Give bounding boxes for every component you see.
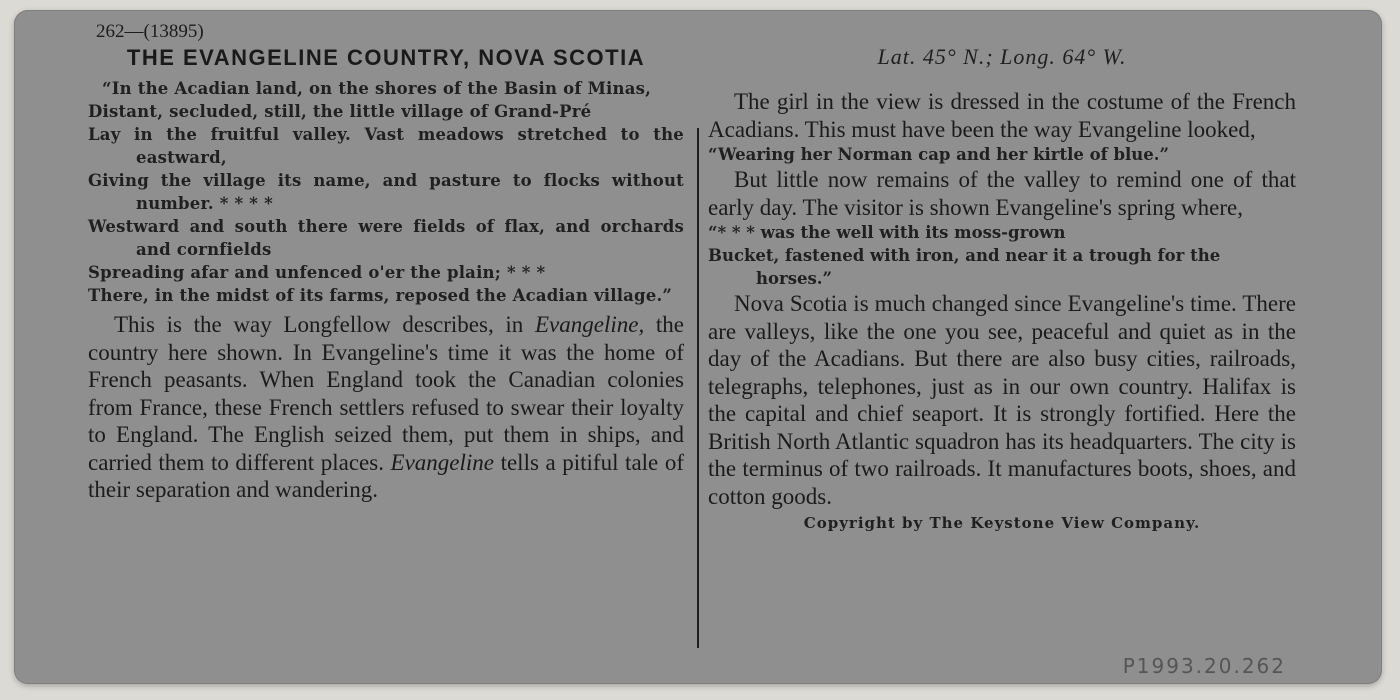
evangeline-title: Evangeline, — [534, 312, 645, 337]
right-paragraph-1: The girl in the view is dressed in the costume of the French Acadians. This must have been the way Evangeline looked, — [708, 89, 1296, 142]
evangeline-title: Evangeline — [390, 449, 495, 475]
left-paragraph-text: the country here shown. In Evangeline's time it was the home of French peasants. When England took the Canadian colonies from France, these French settlers refused to swear their loyalty to England. The English seized them, put them in ships, and carried them to different places. — [88, 312, 684, 475]
stereograph-card-back — [14, 10, 1382, 684]
quote-line: Bucket, fastened with iron, and near it a trough for the horses.” — [708, 246, 1221, 288]
poem-line: Westward and south there were fields of flax, and orchards and cornfields — [88, 217, 684, 259]
poem-line: There, in the midst of its farms, reposed the Acadian village.” — [88, 286, 673, 305]
left-paragraph — [88, 311, 684, 504]
right-column — [708, 44, 1296, 532]
poem-line: Spreading afar and unfenced o'er the plain; * * * — [88, 263, 546, 282]
right-paragraph-3: Nova Scotia is much changed since Evangeline's time. There are valleys, like the one you see, peaceful and quiet as in the day of the Acadians. But there are also busy cities, railroads, telegraphs, telephones, just as in our own country. Halifax is the capital and chief seaport. It is strongly fortified. Here the British North Atlantic squadron has its headquarters. The city is the terminus of two railroads. It manufactures boots, shoes, and cotton goods. — [708, 291, 1296, 509]
left-paragraph-text: tells a pitiful tale of their separation and wandering. — [88, 449, 684, 502]
quote-norman-cap — [708, 143, 1296, 166]
column-divider — [697, 128, 699, 648]
left-column — [88, 22, 684, 504]
quote-line: “* * * was the well with its moss-grown — [708, 223, 1066, 242]
inventory-number: P1993.20.262 — [1122, 654, 1286, 678]
quote-line: “Wearing her Norman cap and her kirtle of blue.” — [708, 145, 1169, 164]
coordinates: Lat. 45° N.; Long. 64° W. — [877, 44, 1127, 69]
poem-line: Giving the village its name, and pasture to flocks without number. * * * * — [88, 171, 684, 213]
card-title: THE EVANGELINE COUNTRY, NOVA SCOTIA — [126, 45, 646, 70]
right-paragraph-2: But little now remains of the valley to remind one of that early day. The visitor is shown Evangeline's spring where, — [708, 167, 1296, 220]
poem-line: Lay in the fruitful valley. Vast meadows stretched to the eastward, — [88, 125, 684, 167]
card-number: 262—(13895) — [96, 21, 204, 42]
quote-well — [708, 221, 1296, 290]
copyright-line: Copyright by The Keystone View Company. — [803, 514, 1201, 532]
poem-excerpt — [88, 77, 684, 307]
poem-line: “In the Acadian land, on the shores of the Basin of Minas, — [102, 79, 652, 98]
poem-line: Distant, secluded, still, the little village of Grand-Pré — [88, 102, 592, 121]
left-paragraph-text: This is the way Longfellow describes, in — [114, 312, 535, 337]
